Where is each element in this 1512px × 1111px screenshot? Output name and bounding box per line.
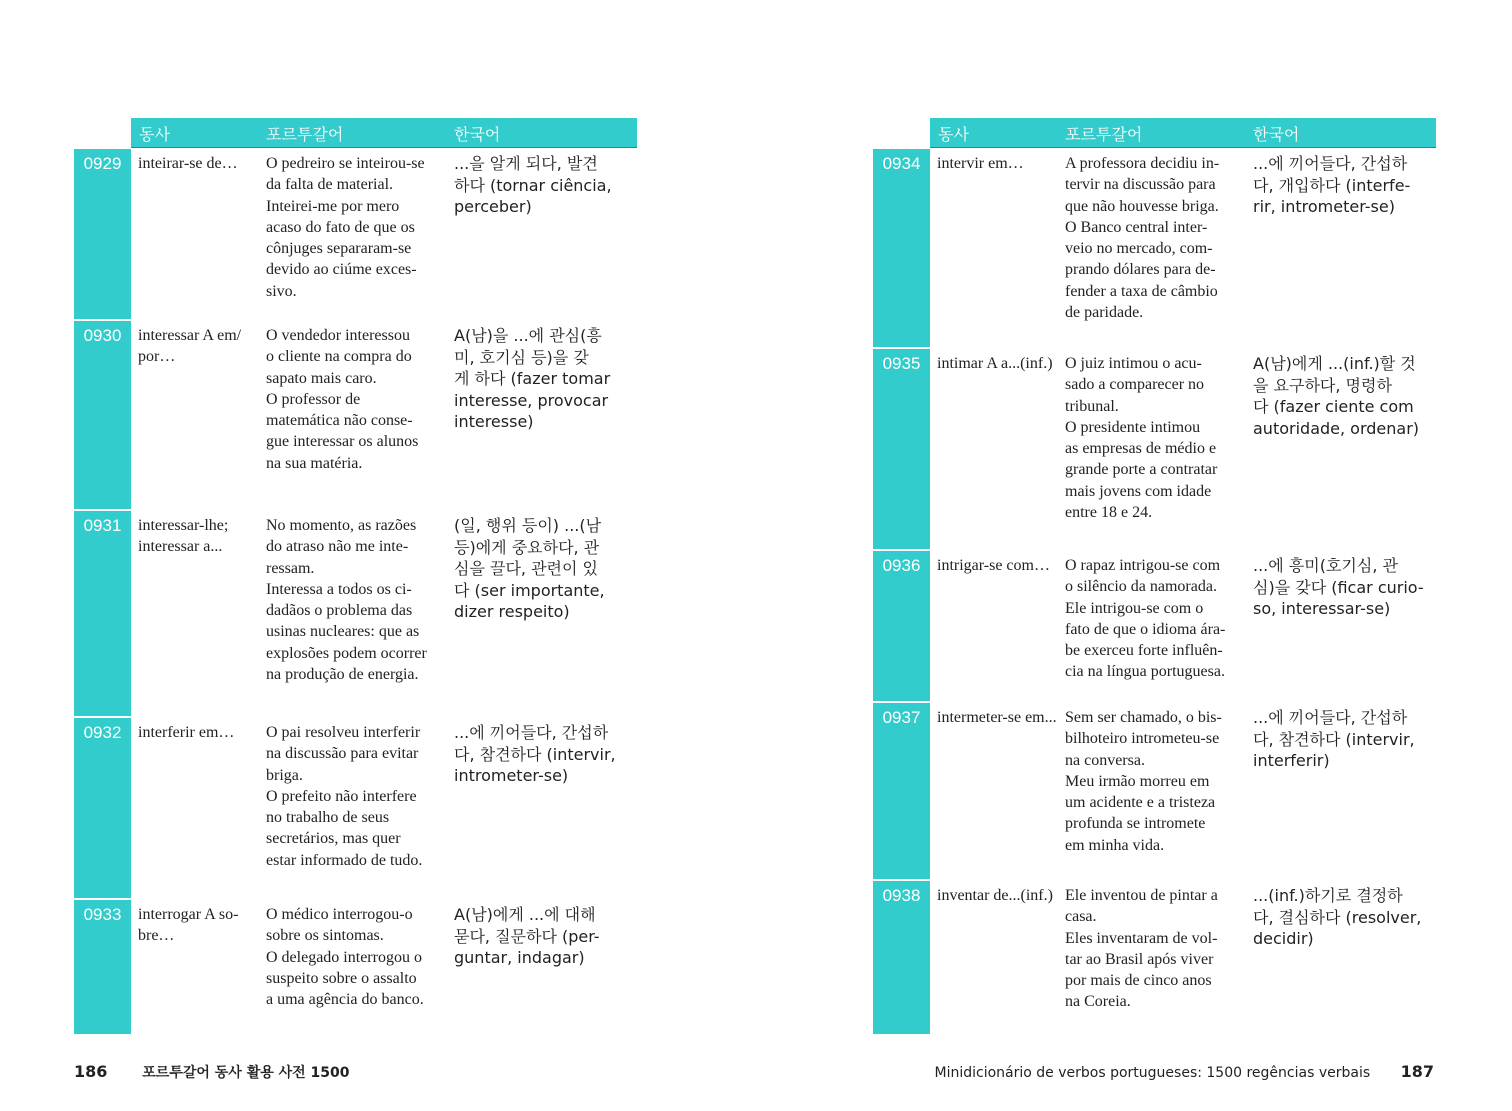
- entry-korean: A(남)에게 ...에 대해 묻다, 질문하다 (per- guntar, indagar): [454, 905, 600, 967]
- entry-number: 0936: [873, 551, 930, 701]
- table-header: [131, 118, 637, 148]
- header-verb: 동사: [938, 125, 969, 144]
- entry-verb: intermeter-se em...: [937, 709, 1057, 726]
- entry-verb: interessar A em/ por…: [138, 327, 242, 366]
- entry-example: No momento, as razões do atraso não me inte- ressam. Interessa a todos os ci- dadãos o problema das usinas nucleares: que as explosões podem ocorrer na produção de energia.: [266, 517, 427, 684]
- entry-row: [873, 349, 1443, 549]
- entry-row: [873, 551, 1443, 701]
- entry-korean: ...에 끼어들다, 간섭하 다, 참견하다 (intervir, interferir): [1253, 708, 1415, 770]
- entry-verb: intimar A a...(inf.): [937, 355, 1053, 372]
- book-title-korean: 포르투갈어 동사 활용 사전 1500: [142, 1065, 350, 1081]
- header-korean: 한국어: [454, 125, 501, 144]
- entry-row: [74, 718, 644, 898]
- entry-verb: intervir em…: [937, 155, 1024, 172]
- entry-example: Ele inventou de pintar a casa. Eles inventaram de vol- tar ao Brasil após viver por mais de cinco anos na Coreia.: [1065, 887, 1218, 1011]
- header-portuguese: 포르투갈어: [1065, 125, 1143, 144]
- entry-example: A professora decidiu in- tervir na discussão para que não houvesse briga. O Banco central inter- veio no mercado, com- prando dólares para de- fender a taxa de câmbio de paridade.: [1065, 155, 1220, 322]
- entry-example: O pai resolveu interferir na discussão para evitar briga. O prefeito não interfere no trabalho de seus secretários, mas quer estar informado de tudo.: [266, 724, 423, 869]
- entry-number: 0932: [74, 718, 131, 898]
- entry-korean: A(남)에게 ...(inf.)할 것 을 요구하다, 명령하 다 (fazer ciente com autoridade, ordenar): [1253, 354, 1420, 438]
- entry-number: 0933: [74, 900, 131, 1034]
- entry-example: O pedreiro se inteirou-se da falta de material. Inteirei-me por mero acaso do fato de que os cônjuges separaram-se devido ao ciúme exces- sivo.: [266, 155, 425, 300]
- header-verb: 동사: [139, 125, 170, 144]
- footer-right: [935, 1062, 1434, 1081]
- entry-verb: interferir em…: [138, 724, 235, 741]
- entry-example: O vendedor interessou o cliente na compra do sapato mais caro. O professor de matemática não conse- gue interessar os alunos na sua matéria.: [266, 327, 419, 472]
- entry-example: Sem ser chamado, o bis- bilhoteiro intrometeu-se na conversa. Meu irmão morreu em um acidente e a tristeza profunda se intromete em minha vida.: [1065, 709, 1222, 854]
- entry-example: O rapaz intrigou-se com o silêncio da namorada. Ele intrigou-se com o fato de que o idioma ára- be exerceu forte influên- cia na língua portuguesa.: [1065, 557, 1226, 681]
- page-number-right: 187: [1400, 1062, 1434, 1081]
- footer-left: [74, 1062, 350, 1082]
- entry-korean: ...에 흥미(호기심, 관 심)을 갖다 (ficar curio- so, interessar-se): [1253, 556, 1424, 618]
- table-header: [930, 118, 1436, 148]
- entry-number: 0934: [873, 149, 930, 347]
- entry-korean: (일, 행위 등이) ...(남 등)에게 중요하다, 관 심을 끌다, 관련이 있 다 (ser importante, dizer respeito): [454, 516, 605, 621]
- entry-korean: A(남)을 ...에 관심(흥 미, 호기심 등)을 갖 게 하다 (fazer tomar interesse, provocar interesse): [454, 326, 611, 431]
- entry-row: [74, 321, 644, 509]
- entry-row: [873, 881, 1443, 1034]
- entry-verb: interessar-lhe; interessar a...: [138, 517, 229, 556]
- entry-korean: ...에 끼어들다, 간섭하 다, 개입하다 (interfe- rir, intrometer-se): [1253, 154, 1411, 216]
- entry-example: O médico interrogou-o sobre os sintomas. O delegado interrogou o suspeito sobre o assalto a uma agência do banco.: [266, 906, 424, 1009]
- entry-korean: ...을 알게 되다, 발견 하다 (tornar ciência, perceber): [454, 154, 612, 216]
- entry-row: [74, 900, 644, 1034]
- entry-korean: ...(inf.)하기로 결정하 다, 결심하다 (resolver, decidir): [1253, 886, 1422, 948]
- entry-number: 0938: [873, 881, 930, 1034]
- entry-verb: inventar de...(inf.): [937, 887, 1053, 904]
- entry-number: 0935: [873, 349, 930, 549]
- entry-number: 0931: [74, 511, 131, 716]
- book-title-portuguese: Minidicionário de verbos portugueses: 1500 regências verbais: [934, 1065, 1371, 1081]
- entry-number: 0929: [74, 149, 131, 319]
- entry-row: [74, 511, 644, 716]
- header-portuguese: 포르투갈어: [266, 125, 344, 144]
- page-number-left: 186: [74, 1062, 108, 1081]
- entry-verb: interrogar A so- bre…: [138, 906, 239, 945]
- entry-verb: inteirar-se de…: [138, 155, 238, 172]
- entry-korean: ...에 끼어들다, 간섭하 다, 참견하다 (intervir, intrometer-se): [454, 723, 616, 785]
- entry-verb: intrigar-se com…: [937, 557, 1050, 574]
- entry-row: [873, 703, 1443, 879]
- header-korean: 한국어: [1253, 125, 1300, 144]
- entry-row: [873, 149, 1443, 347]
- entry-number: 0937: [873, 703, 930, 879]
- entry-row: [74, 149, 644, 319]
- entry-number: 0930: [74, 321, 131, 509]
- entry-example: O juiz intimou o acu- sado a comparecer no tribunal. O presidente intimou as empresas de médio e grande porte a contratar mais jovens com idade entre 18 e 24.: [1065, 355, 1218, 522]
